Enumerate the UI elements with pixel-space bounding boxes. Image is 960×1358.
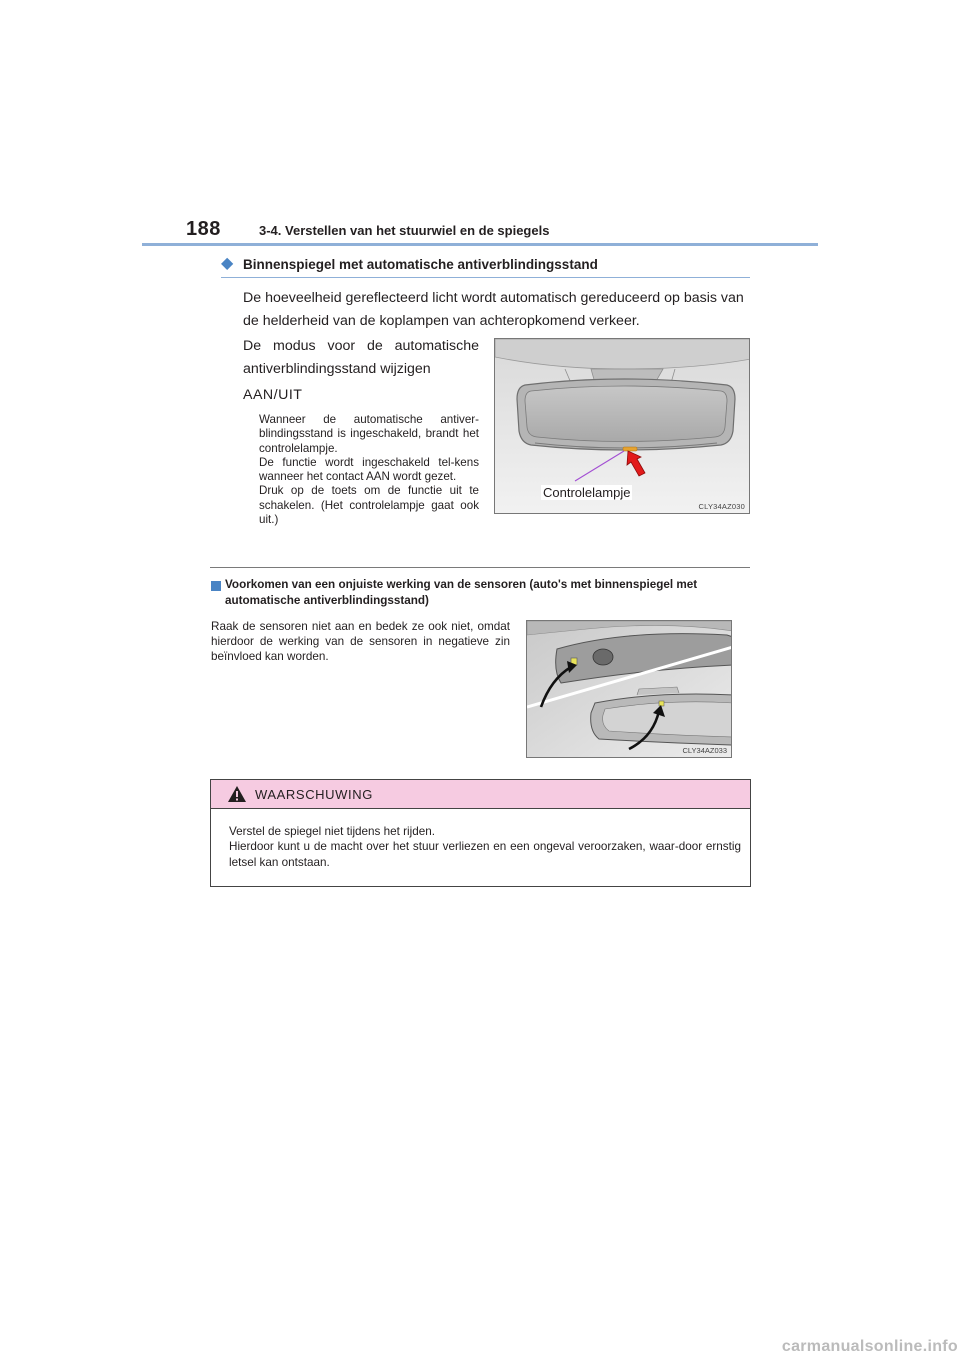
- section-divider: [221, 277, 750, 278]
- warning-text: [229, 824, 741, 870]
- mode-desc-line: Druk op de toets om de functie uit te schakelen. (Het controlelampje gaat ook uit.): [259, 484, 479, 527]
- square-bullet-icon: [211, 581, 221, 591]
- sensor-drawing: [527, 621, 732, 758]
- section-title: Binnenspiegel met automatische antiverblindingsstand: [243, 257, 598, 272]
- sensor-illustration: [526, 620, 732, 758]
- warning-line: Hierdoor kunt u de macht over het stuur verliezen en een ongeval veroorzaken, waar-door ernstig letsel kan ontstaan.: [229, 840, 741, 869]
- mode-description: [259, 413, 479, 527]
- diamond-bullet-icon: ◆: [221, 255, 234, 272]
- chapter-title: 3-4. Verstellen van het stuurwiel en de spiegels: [259, 223, 550, 238]
- figure-code: CLY34AZ033: [682, 746, 727, 755]
- subsection-title: Voorkomen van een onjuiste werking van de sensoren (auto's met binnenspiegel met automatische antiverblindingsstand): [225, 578, 698, 607]
- page-number: 188: [186, 218, 221, 240]
- figure-code: CLY34AZ030: [698, 502, 745, 511]
- mode-desc-line: De functie wordt ingeschakeld tel-kens wanneer het contact AAN wordt gezet.: [259, 455, 479, 484]
- content-divider: [210, 567, 750, 568]
- sensor-text: Raak de sensoren niet aan en bedek ze ook niet, omdat hierdoor de werking van de sensoren in negatieve zin beïnvloed kan worden.: [211, 620, 510, 663]
- section-intro: De hoeveelheid gereflecteerd licht wordt automatisch gereduceerd op basis van de helderheid van de koplampen van achteropkomend verkeer.: [243, 290, 744, 329]
- warning-label: WAARSCHUWING: [255, 787, 373, 802]
- indicator-lamp: [623, 447, 637, 451]
- warning-triangle-icon: [227, 785, 247, 803]
- mode-desc-line: Wanneer de automatische antiver-blindingsstand is ingeschakeld, brandt het controlelampje.: [259, 413, 479, 455]
- warning-line: Verstel de spiegel niet tijdens het rijden.: [229, 825, 435, 838]
- mode-heading-text: De modus voor de automatische antiverblindingsstand wijzigen: [243, 338, 479, 377]
- watermark: carmanualsonline.info: [781, 1338, 958, 1355]
- header-divider: [142, 243, 818, 246]
- mode-heading: [243, 335, 479, 407]
- rear-sensor: [659, 701, 664, 706]
- figure-label-controlelampje: Controlelampje: [543, 485, 631, 500]
- mode-heading-onoff: AAN/UIT: [243, 387, 303, 403]
